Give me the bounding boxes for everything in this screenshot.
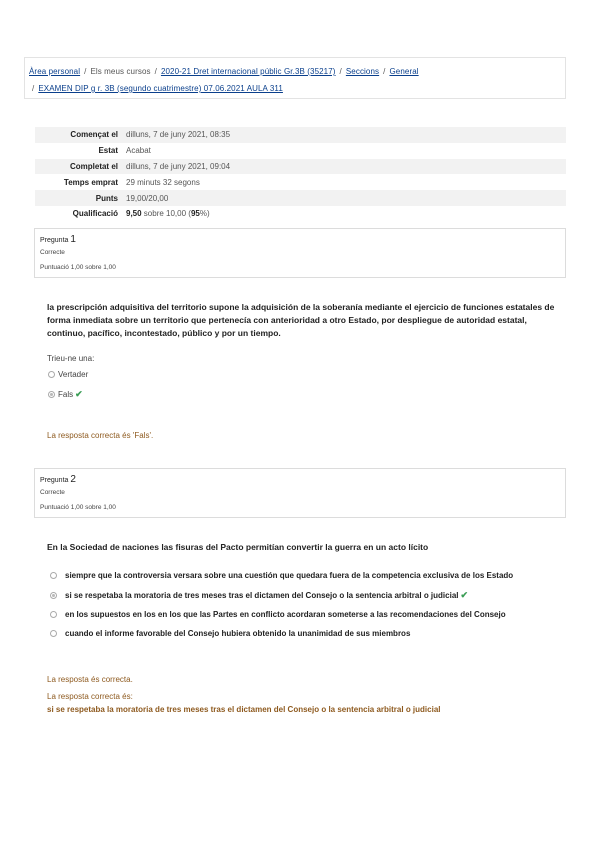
question-prefix: Pregunta <box>40 237 69 244</box>
option-vertader[interactable] <box>48 370 88 379</box>
summary-value: dilluns, 7 de juny 2021, 09:04 <box>126 161 231 171</box>
question-prefix: Pregunta <box>40 477 69 484</box>
option-label: cuando el informe favorable del Consejo hubiera obtenido la unanimidad de sus miembros <box>65 629 411 638</box>
summary-row-time-taken <box>35 174 566 190</box>
question-status: Correcte <box>40 249 65 256</box>
option-c[interactable] <box>50 610 506 619</box>
breadcrumb-course[interactable]: 2020-21 Dret internacional públic Gr.3B (35217) <box>160 67 336 76</box>
summary-row-started <box>35 127 566 143</box>
question-1-text: la prescripción adquisitiva del territorio supone la adquisición de la soberanía mediante el ejercicio de funciones estatales de forma inmediata sobre un territorio que pertenecía con anterioridad a otro Estado, por despliegue de autoridad estatal, continuo, pacífico, incontestado, público y por un tiempo. <box>47 302 555 338</box>
breadcrumb-my-courses: Els meus cursos <box>90 67 151 76</box>
summary-label: Començat el <box>70 130 118 140</box>
question-2-correct-label: La resposta correcta és: <box>47 692 133 701</box>
radio-icon[interactable] <box>50 572 57 579</box>
summary-value <box>123 206 566 222</box>
summary-value: 29 minuts 32 segons <box>126 177 200 187</box>
breadcrumb-separator: / <box>339 67 342 76</box>
question-points: Puntuació 1,00 sobre 1,00 <box>40 264 116 271</box>
grade-percent: 95 <box>190 209 200 219</box>
breadcrumb-separator: / <box>154 67 157 76</box>
breadcrumb-seccions[interactable]: Seccions <box>345 67 380 76</box>
question-number-value: 1 <box>70 234 76 245</box>
breadcrumb-separator: / <box>84 67 87 76</box>
question-1-prompt: Trieu-ne una: <box>47 354 95 363</box>
option-label: si se respetaba la moratoria de tres meses tras el dictamen del Consejo o la sentencia arbitral o judicial <box>65 591 459 600</box>
breadcrumb-exam[interactable]: EXAMEN DIP g r. 3B (segundo cuatrimestre) 07.06.2021 AULA 311 <box>38 84 283 93</box>
summary-value: dilluns, 7 de juny 2021, 08:35 <box>126 130 231 140</box>
grade-suffix: %) <box>199 209 210 219</box>
option-label: Vertader <box>58 370 89 379</box>
option-a[interactable] <box>50 571 513 580</box>
summary-value: Acabat <box>126 146 151 156</box>
summary-row-grade <box>35 206 566 222</box>
radio-icon[interactable] <box>48 391 55 398</box>
breadcrumb-separator: / <box>383 67 386 76</box>
summary-row-completed <box>35 159 566 175</box>
question-number <box>40 474 76 485</box>
summary-label: Estat <box>98 146 118 156</box>
breadcrumb-general[interactable]: General <box>389 67 419 76</box>
question-2-correct-answer: si se respetaba la moratoria de tres meses tras el dictamen del Consejo o la sentencia arbitral o judicial <box>47 705 441 714</box>
summary-label: Qualificació <box>72 209 118 219</box>
summary-row-points <box>35 190 566 206</box>
breadcrumb-separator: / <box>32 84 35 93</box>
question-number <box>40 234 76 245</box>
question-status: Correcte <box>40 489 65 496</box>
question-1-info <box>34 228 566 278</box>
radio-icon[interactable] <box>50 611 57 618</box>
grade-score: 9,50 <box>126 209 142 219</box>
option-b[interactable] <box>50 590 468 601</box>
question-1-feedback: La resposta correcta és 'Fals'. <box>47 431 154 440</box>
summary-label: Completat el <box>69 161 118 171</box>
radio-icon[interactable] <box>50 630 57 637</box>
option-d[interactable] <box>50 629 410 638</box>
summary-value: 19,00/20,00 <box>126 193 169 203</box>
summary-label: Temps emprat <box>63 177 118 187</box>
radio-icon[interactable] <box>50 592 57 599</box>
option-fals[interactable] <box>48 389 83 400</box>
question-2-text: En la Sociedad de naciones las fisuras del Pacto permitían convertir la guerra en un acto lícito <box>47 542 429 552</box>
question-number-value: 2 <box>70 474 76 485</box>
breadcrumb <box>24 57 566 99</box>
option-label: en los supuestos en los en los que las Partes en conflicto acordaran someterse a las recomendaciones del Consejo <box>65 610 506 619</box>
question-2-feedback: La resposta és correcta. <box>47 675 133 684</box>
quiz-summary-table <box>35 127 566 222</box>
question-2-info <box>34 468 566 518</box>
grade-out-of: sobre 10,00 ( <box>141 209 191 219</box>
breadcrumb-area-personal[interactable]: Àrea personal <box>29 67 81 76</box>
check-icon: ✔ <box>75 389 83 399</box>
option-label: siempre que la controversia versara sobre una cuestión que quedara fuera de la competencia exclusiva de los Estado <box>65 571 514 580</box>
radio-icon[interactable] <box>48 371 55 378</box>
summary-label: Punts <box>95 193 118 203</box>
check-icon: ✔ <box>460 590 469 600</box>
option-label: Fals <box>58 390 74 399</box>
question-points: Puntuació 1,00 sobre 1,00 <box>40 504 116 511</box>
summary-row-state <box>35 143 566 159</box>
